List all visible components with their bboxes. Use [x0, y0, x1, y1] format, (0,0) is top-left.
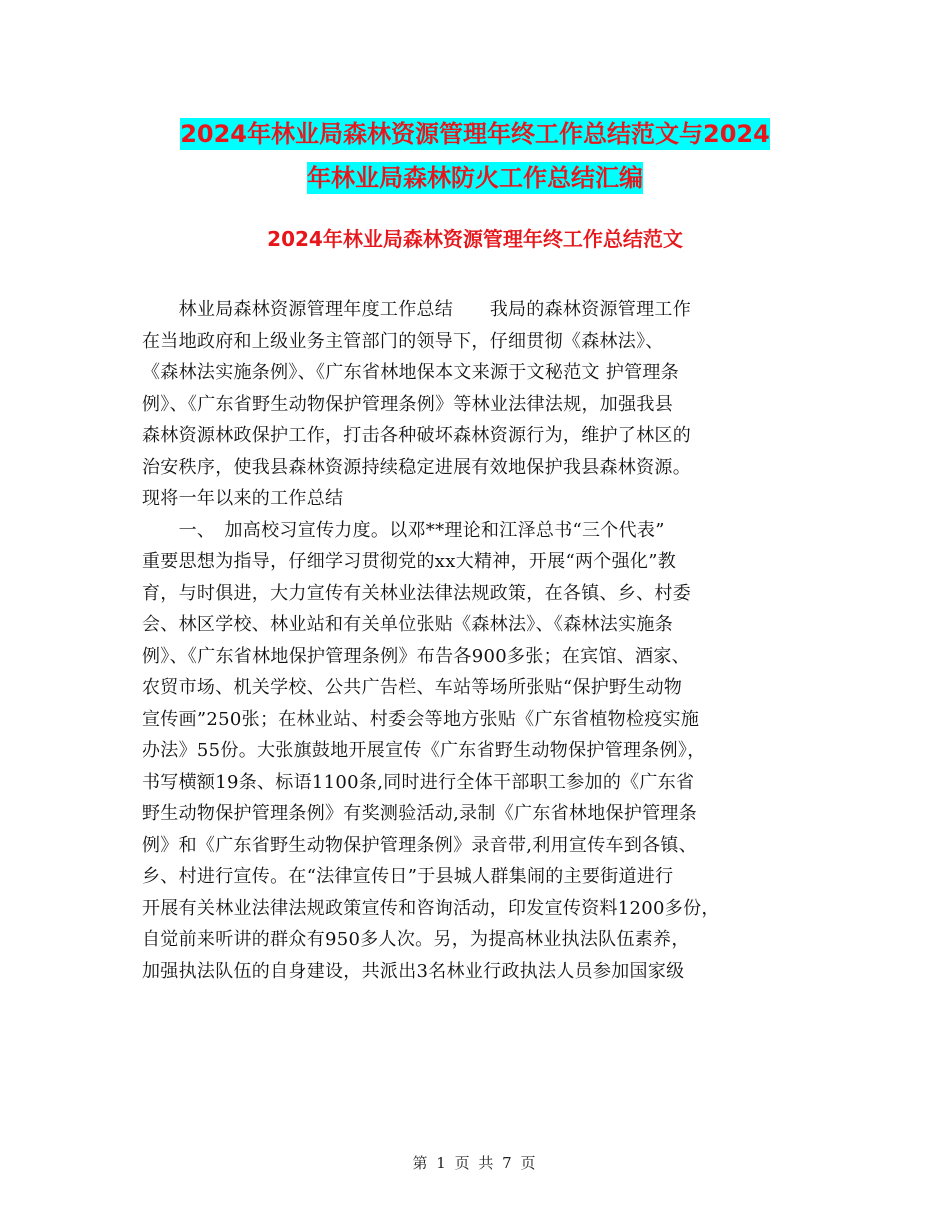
body-line: 开展有关林业法律法规政策宣传和咨询活动，印发宣传资料1200多份，: [142, 897, 720, 919]
document-main-title: [140, 112, 810, 200]
body-line: 加强执法队伍的自身建设，共派出3名林业行政执法人员参加国家级: [142, 960, 685, 982]
section-title: 2024年林业局森林资源管理年终工作总结范文: [267, 227, 683, 251]
body-line: 自觉前来听讲的群众有950多人次。另，为提高林业执法队伍素养，: [142, 929, 690, 950]
body-line: 治安秩序，使我县森林资源持续稳定进展有效地保护我县森林资源。: [142, 456, 691, 478]
body-line: 例》、《广东省野生动物保护管理条例》等林业法律法规，加强我县: [142, 393, 673, 415]
body-line: 一、 加高校习宣传力度。以邓**理论和江泽总书“三个代表”: [142, 519, 665, 541]
page-footer: 第 1 页 共 7 页: [412, 1154, 538, 1172]
body-line: 《森林法实施条例》、《广东省林地保本文来源于文秘范文 护管理条: [142, 362, 680, 383]
body-line: 森林资源林政保护工作，打击各种破坏森林资源行为，维护了林区的: [142, 425, 691, 446]
body-line: 办法》55份。大张旗鼓地开展宣传《广东省野生动物保护管理条例》，: [142, 740, 706, 761]
body-line: 书写横额19条、标语1100条,同时进行全体干部职工参加的《广东省: [142, 771, 695, 793]
body-line: 野生动物保护管理条例》有奖测验活动,录制《广东省林地保护管理条: [142, 803, 698, 824]
main-title-line-2: 年林业局森林防火工作总结汇编: [307, 164, 643, 192]
body-line: 乡、村进行宣传。在“法律宣传日”于县城人群集闹的主要街道进行: [142, 866, 674, 887]
body-text: [142, 294, 812, 987]
body-line: 宣传画”250张；在林业站、村委会等地方张贴《广东省植物检疫实施: [142, 708, 700, 730]
body-line: 例》、《广东省林地保护管理条例》布告各900多张；在宾馆、酒家、: [142, 645, 690, 667]
main-title-line-1: 2024年林业局森林资源管理年终工作总结范文与2024: [180, 120, 770, 148]
body-line: 林业局森林资源管理年度工作总结 我局的森林资源管理工作: [142, 299, 691, 320]
body-line: 育，与时俱进，大力宣传有关林业法律法规政策，在各镇、乡、村委: [142, 582, 691, 604]
body-line: 会、林区学校、林业站和有关单位张贴《森林法》、《森林法实施条: [142, 614, 673, 635]
body-line: 例》和《广东省野生动物保护管理条例》录音带,利用宣传车到各镇、: [142, 834, 698, 856]
body-line: 现将一年以来的工作总结: [142, 488, 344, 509]
body-line: 在当地政府和上级业务主管部门的领导下，仔细贯彻《森林法》、: [142, 330, 664, 352]
body-line: 重要思想为指导，仔细学习贯彻党的xx大精神，开展“两个强化”教: [142, 551, 677, 572]
body-line: 农贸市场、机关学校、公共广告栏、车站等场所张贴“保护野生动物: [142, 677, 683, 698]
